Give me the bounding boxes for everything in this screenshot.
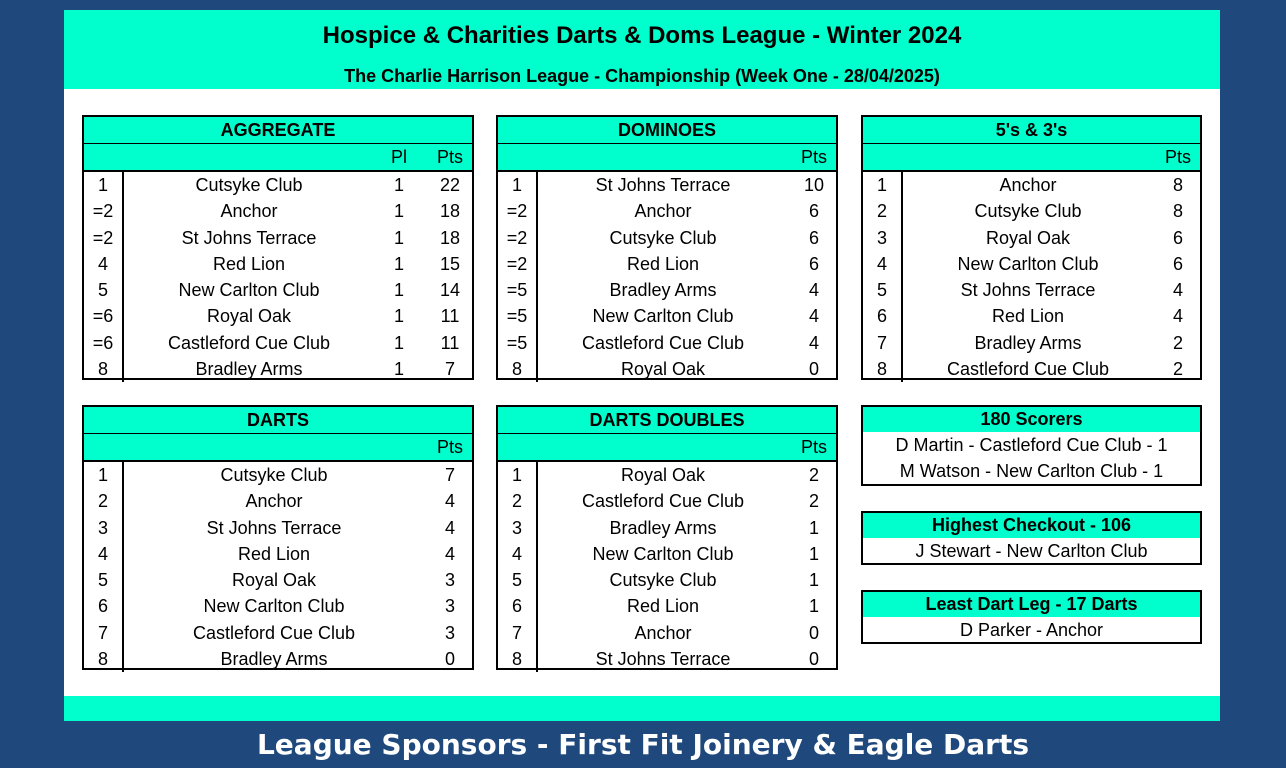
team-cell: Red Lion bbox=[991, 306, 1065, 327]
fives-threes-title: 5's & 3's bbox=[863, 117, 1200, 144]
points-cell: 1 bbox=[808, 517, 819, 538]
team-cell: New Carlton Club bbox=[592, 543, 734, 564]
position-cell: =2 bbox=[92, 201, 114, 222]
dominoes-title: DOMINOES bbox=[498, 117, 836, 144]
table-row bbox=[84, 277, 472, 303]
table-row bbox=[84, 198, 472, 224]
position-cell: 4 bbox=[97, 543, 108, 564]
position-cell: 5 bbox=[97, 570, 108, 591]
table-row bbox=[863, 356, 1200, 382]
points-cell: 6 bbox=[808, 227, 819, 248]
header-banner bbox=[64, 10, 1220, 89]
position-cell: 8 bbox=[876, 359, 887, 380]
points-cell: 1 bbox=[808, 570, 819, 591]
team-cell: Cutsyke Club bbox=[609, 570, 717, 591]
dominoes-column-header bbox=[498, 144, 836, 172]
pts-header: Pts bbox=[800, 437, 827, 457]
table-row bbox=[84, 620, 472, 646]
sponsor-footer: League Sponsors - First Fit Joinery & Eagle Darts bbox=[256, 728, 1030, 761]
darts-body bbox=[84, 462, 472, 672]
table-row bbox=[84, 488, 472, 514]
scorers-180-title: 180 Scorers bbox=[863, 407, 1200, 432]
aggregate-table bbox=[82, 115, 474, 380]
table-row bbox=[498, 225, 836, 251]
team-cell: Anchor bbox=[245, 491, 303, 512]
played-cell: 1 bbox=[393, 280, 404, 301]
played-cell: 1 bbox=[393, 359, 404, 380]
table-row bbox=[84, 330, 472, 356]
points-cell: 4 bbox=[444, 517, 455, 538]
table-row bbox=[498, 541, 836, 567]
table-row bbox=[863, 303, 1200, 329]
highest-checkout-entry: J Stewart - New Carlton Club bbox=[915, 541, 1148, 561]
points-cell: 14 bbox=[439, 280, 461, 301]
least-dart-leg-title: Least Dart Leg - 17 Darts bbox=[863, 592, 1200, 617]
position-cell: 6 bbox=[876, 306, 887, 327]
points-cell: 11 bbox=[440, 306, 460, 327]
highest-checkout-title: Highest Checkout - 106 bbox=[863, 513, 1200, 538]
team-cell: New Carlton Club bbox=[957, 253, 1099, 274]
points-cell: 1 bbox=[808, 596, 819, 617]
points-cell: 3 bbox=[444, 596, 455, 617]
darts-doubles-title: DARTS DOUBLES bbox=[498, 407, 836, 434]
points-cell: 1 bbox=[808, 543, 819, 564]
points-cell: 2 bbox=[1172, 359, 1183, 380]
position-cell: 5 bbox=[97, 280, 108, 301]
table-row bbox=[498, 646, 836, 672]
points-cell: 4 bbox=[808, 280, 819, 301]
position-cell: =6 bbox=[92, 332, 114, 353]
table-row bbox=[863, 172, 1200, 198]
table-row bbox=[84, 462, 472, 488]
points-cell: 6 bbox=[1172, 253, 1183, 274]
points-cell: 6 bbox=[1172, 227, 1183, 248]
points-cell: 2 bbox=[808, 465, 819, 485]
team-cell: Bradley Arms bbox=[609, 517, 717, 538]
pl-header: Pl bbox=[390, 147, 407, 167]
position-cell: 3 bbox=[511, 517, 522, 538]
played-cell: 1 bbox=[393, 227, 404, 248]
team-cell: St Johns Terrace bbox=[181, 227, 317, 248]
team-cell: New Carlton Club bbox=[178, 280, 320, 301]
points-cell: 18 bbox=[439, 201, 461, 222]
position-cell: 5 bbox=[511, 570, 522, 591]
position-cell: 3 bbox=[97, 517, 108, 538]
played-cell: 1 bbox=[393, 306, 404, 327]
table-row bbox=[84, 515, 472, 541]
pts-header: Pts bbox=[1164, 147, 1191, 167]
position-cell: 8 bbox=[511, 649, 522, 670]
page-subtitle: The Charlie Harrison League - Championship (Week One - 28/04/2025) bbox=[344, 66, 940, 86]
table-row bbox=[84, 646, 472, 672]
points-cell: 4 bbox=[444, 491, 455, 512]
points-cell: 3 bbox=[444, 622, 455, 643]
position-cell: 8 bbox=[97, 649, 108, 670]
team-cell: Royal Oak bbox=[231, 570, 317, 591]
position-cell: 6 bbox=[97, 596, 108, 617]
table-row bbox=[84, 225, 472, 251]
aggregate-body bbox=[84, 172, 472, 382]
played-cell: 1 bbox=[393, 332, 404, 353]
position-cell: 7 bbox=[97, 622, 108, 643]
team-cell: Red Lion bbox=[212, 253, 286, 274]
table-row bbox=[498, 198, 836, 224]
page-title: Hospice & Charities Darts & Doms League - Winter 2024 bbox=[322, 22, 962, 49]
points-cell: 4 bbox=[1172, 280, 1183, 301]
fives-threes-table bbox=[861, 115, 1202, 380]
team-cell: St Johns Terrace bbox=[206, 517, 342, 538]
scorers-180-box bbox=[861, 405, 1202, 486]
team-cell: Royal Oak bbox=[620, 465, 706, 485]
points-cell: 7 bbox=[444, 465, 455, 485]
position-cell: 7 bbox=[511, 622, 522, 643]
table-row bbox=[498, 172, 836, 198]
darts-doubles-column-header bbox=[498, 434, 836, 462]
table-row bbox=[498, 620, 836, 646]
table-row bbox=[863, 330, 1200, 356]
position-cell: 3 bbox=[876, 227, 887, 248]
points-cell: 15 bbox=[439, 253, 461, 274]
table-row bbox=[84, 251, 472, 277]
position-cell: 1 bbox=[511, 175, 522, 195]
team-cell: New Carlton Club bbox=[203, 596, 345, 617]
points-cell: 11 bbox=[440, 332, 460, 353]
scorer-entry: M Watson - New Carlton Club - 1 bbox=[899, 461, 1164, 481]
team-cell: Cutsyke Club bbox=[974, 201, 1082, 222]
position-cell: 4 bbox=[511, 543, 522, 564]
table-row bbox=[84, 567, 472, 593]
position-cell: =5 bbox=[506, 306, 528, 327]
team-cell: Royal Oak bbox=[985, 227, 1071, 248]
highest-checkout-box bbox=[861, 511, 1202, 565]
team-cell: Royal Oak bbox=[206, 306, 292, 327]
pts-header: Pts bbox=[436, 147, 463, 167]
team-cell: Red Lion bbox=[626, 596, 700, 617]
points-cell: 4 bbox=[444, 543, 455, 564]
points-cell: 0 bbox=[808, 359, 819, 380]
least-dart-leg-entry: D Parker - Anchor bbox=[959, 620, 1104, 640]
position-cell: 8 bbox=[511, 359, 522, 380]
points-cell: 2 bbox=[808, 491, 819, 512]
table-row bbox=[498, 356, 836, 382]
position-cell: 1 bbox=[876, 175, 887, 195]
fives-threes-column-header bbox=[863, 144, 1200, 172]
scorer-entry: D Martin - Castleford Cue Club - 1 bbox=[895, 435, 1168, 455]
points-cell: 0 bbox=[444, 649, 455, 670]
table-row bbox=[498, 277, 836, 303]
team-cell: New Carlton Club bbox=[592, 306, 734, 327]
points-cell: 6 bbox=[808, 201, 819, 222]
team-cell: Anchor bbox=[220, 201, 278, 222]
position-cell: 2 bbox=[97, 491, 108, 512]
position-cell: 2 bbox=[876, 201, 887, 222]
position-cell: =2 bbox=[506, 201, 528, 222]
position-cell: =5 bbox=[506, 332, 528, 353]
table-row bbox=[498, 593, 836, 619]
played-cell: 1 bbox=[393, 175, 404, 195]
team-cell: Cutsyke Club bbox=[220, 465, 328, 485]
table-row bbox=[498, 251, 836, 277]
points-cell: 4 bbox=[808, 332, 819, 353]
table-row bbox=[84, 541, 472, 567]
darts-doubles-body bbox=[498, 462, 836, 672]
footer-band bbox=[64, 696, 1220, 721]
position-cell: =2 bbox=[92, 227, 114, 248]
position-cell: 4 bbox=[876, 253, 887, 274]
position-cell: 6 bbox=[511, 596, 522, 617]
aggregate-column-header bbox=[84, 144, 472, 172]
position-cell: 7 bbox=[876, 332, 887, 353]
team-cell: Bradley Arms bbox=[609, 280, 717, 301]
points-cell: 0 bbox=[808, 622, 819, 643]
pts-header: Pts bbox=[800, 147, 827, 167]
darts-table bbox=[82, 405, 474, 670]
points-cell: 4 bbox=[1172, 306, 1183, 327]
table-row bbox=[84, 593, 472, 619]
team-cell: Royal Oak bbox=[620, 359, 706, 380]
team-cell: Anchor bbox=[634, 201, 692, 222]
position-cell: 1 bbox=[97, 175, 108, 195]
aggregate-title: AGGREGATE bbox=[84, 117, 472, 144]
least-dart-leg-box bbox=[861, 590, 1202, 644]
position-cell: =2 bbox=[506, 253, 528, 274]
darts-doubles-table bbox=[496, 405, 838, 670]
points-cell: 7 bbox=[444, 359, 455, 380]
played-cell: 1 bbox=[393, 201, 404, 222]
points-cell: 6 bbox=[808, 253, 819, 274]
dominoes-table bbox=[496, 115, 838, 380]
points-cell: 0 bbox=[808, 649, 819, 670]
team-cell: Anchor bbox=[999, 175, 1057, 195]
team-cell: Castleford Cue Club bbox=[946, 359, 1110, 380]
points-cell: 3 bbox=[444, 570, 455, 591]
table-row bbox=[84, 172, 472, 198]
table-row bbox=[498, 462, 836, 488]
table-row bbox=[863, 198, 1200, 224]
team-cell: Castleford Cue Club bbox=[167, 332, 331, 353]
team-cell: Red Lion bbox=[237, 543, 311, 564]
fives-threes-body bbox=[863, 172, 1200, 382]
team-cell: St Johns Terrace bbox=[960, 280, 1096, 301]
team-cell: Red Lion bbox=[626, 253, 700, 274]
table-row bbox=[863, 225, 1200, 251]
dominoes-body bbox=[498, 172, 836, 382]
points-cell: 8 bbox=[1172, 201, 1183, 222]
position-cell: 1 bbox=[511, 465, 522, 485]
points-cell: 8 bbox=[1172, 175, 1183, 195]
team-cell: Bradley Arms bbox=[220, 649, 328, 670]
position-cell: 5 bbox=[876, 280, 887, 301]
table-row bbox=[84, 303, 472, 329]
team-cell: Bradley Arms bbox=[195, 359, 303, 380]
table-row bbox=[498, 567, 836, 593]
position-cell: =6 bbox=[92, 306, 114, 327]
team-cell: Castleford Cue Club bbox=[192, 622, 356, 643]
team-cell: St Johns Terrace bbox=[595, 649, 731, 670]
points-cell: 22 bbox=[439, 175, 461, 195]
played-cell: 1 bbox=[393, 253, 404, 274]
team-cell: St Johns Terrace bbox=[595, 175, 731, 195]
darts-column-header bbox=[84, 434, 472, 462]
team-cell: Bradley Arms bbox=[974, 332, 1082, 353]
points-cell: 18 bbox=[439, 227, 461, 248]
position-cell: 8 bbox=[97, 359, 108, 380]
team-cell: Cutsyke Club bbox=[195, 175, 303, 195]
position-cell: 4 bbox=[97, 253, 108, 274]
points-cell: 4 bbox=[808, 306, 819, 327]
darts-title: DARTS bbox=[84, 407, 472, 434]
table-row bbox=[863, 277, 1200, 303]
team-cell: Cutsyke Club bbox=[609, 227, 717, 248]
points-cell: 2 bbox=[1172, 332, 1183, 353]
position-cell: 1 bbox=[97, 465, 108, 485]
points-cell: 10 bbox=[803, 175, 825, 195]
team-cell: Anchor bbox=[634, 622, 692, 643]
table-row bbox=[498, 515, 836, 541]
table-row bbox=[498, 488, 836, 514]
team-cell: Castleford Cue Club bbox=[581, 332, 745, 353]
pts-header: Pts bbox=[436, 437, 463, 457]
team-cell: Castleford Cue Club bbox=[581, 491, 745, 512]
table-row bbox=[84, 356, 472, 382]
position-cell: 2 bbox=[511, 491, 522, 512]
position-cell: =5 bbox=[506, 280, 528, 301]
table-row bbox=[863, 251, 1200, 277]
position-cell: =2 bbox=[506, 227, 528, 248]
table-row bbox=[498, 330, 836, 356]
table-row bbox=[498, 303, 836, 329]
